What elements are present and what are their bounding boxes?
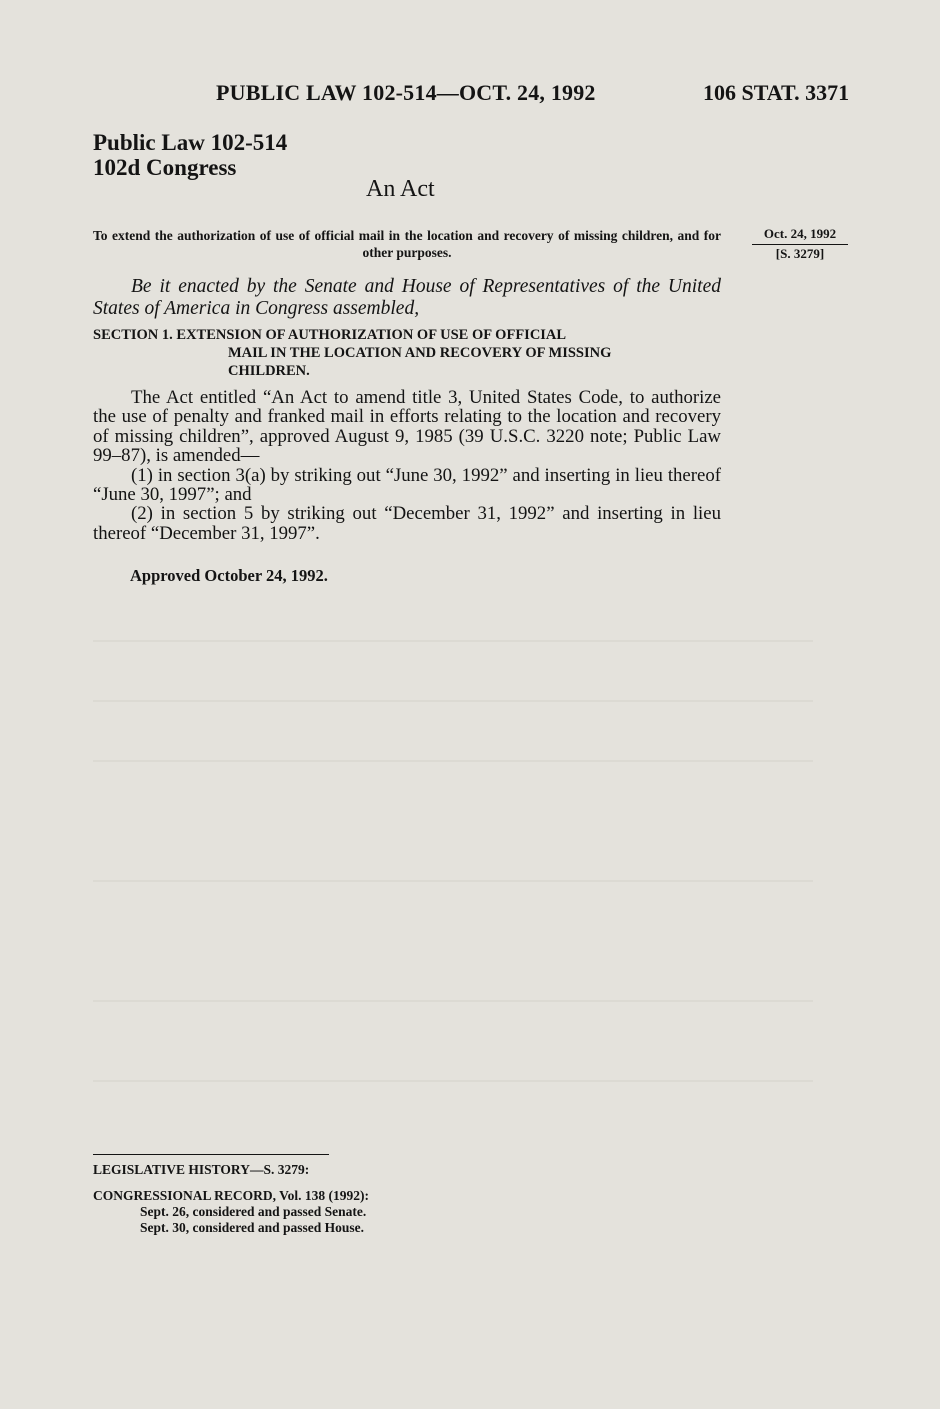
amendment-item: (2) in section 5 by striking out “December 31, 1992” and inserting in lieu thereof “December 31, 1997”. <box>93 503 721 544</box>
section-title-line: MAIL IN THE LOCATION AND RECOVERY OF MISSING <box>228 345 612 361</box>
bleed-through-line <box>93 760 813 762</box>
approval-date: Approved October 24, 1992. <box>130 566 328 585</box>
margin-bill-number: [S. 3279] <box>775 246 825 261</box>
purpose-statement: To extend the authorization of use of official mail in the location and recovery of missing children, and for other purposes. <box>93 228 721 260</box>
statutes-page-reference: 106 STAT. 3371 <box>703 80 850 105</box>
running-head: PUBLIC LAW 102-514—OCT. 24, 1992 <box>216 80 596 105</box>
section-title-line: EXTENSION OF AUTHORIZATION OF USE OF OFFICIAL <box>176 327 567 343</box>
legislative-history <box>93 1162 369 1236</box>
history-action: Sept. 26, considered and passed Senate. <box>140 1204 367 1219</box>
footnote-rule <box>93 1154 329 1155</box>
bleed-through-line <box>93 880 813 882</box>
act-title: An Act <box>366 176 435 202</box>
amendment-item: (1) in section 3(a) by striking out “June 30, 1992” and inserting in lieu thereof “June 30, 1997”; and <box>93 464 721 506</box>
congress-number: 102d Congress <box>93 155 237 180</box>
bleed-through-line <box>93 1080 813 1082</box>
bleed-through-line <box>93 1000 813 1002</box>
section-heading <box>93 326 721 380</box>
body-paragraph: The Act entitled “An Act to amend title 3, United States Code, to authorize the use of penalty and franked mail in efforts relating to the location and recovery of missing children”, approved August 9, 1985 (39 U.S.C. 3220 note; Public Law 99–87), is amended— <box>93 387 721 467</box>
bleed-through-line <box>93 640 813 642</box>
congressional-record: CONGRESSIONAL RECORD, Vol. 138 (1992): <box>93 1188 370 1203</box>
legislative-history-header: LEGISLATIVE HISTORY—S. 3279: <box>93 1162 310 1177</box>
margin-date: Oct. 24, 1992 <box>752 225 848 245</box>
law-identifier <box>93 130 287 180</box>
margin-note <box>752 225 848 263</box>
enacting-clause: Be it enacted by the Senate and House of Representatives of the United States of America in Congress assembled, <box>93 276 721 319</box>
section-number: SECTION 1. <box>93 327 173 343</box>
section-title-line: CHILDREN. <box>228 363 310 379</box>
bleed-through-line <box>93 700 813 702</box>
history-action: Sept. 30, considered and passed House. <box>140 1220 365 1235</box>
public-law-number: Public Law 102-514 <box>93 130 288 155</box>
section-body <box>93 388 721 543</box>
